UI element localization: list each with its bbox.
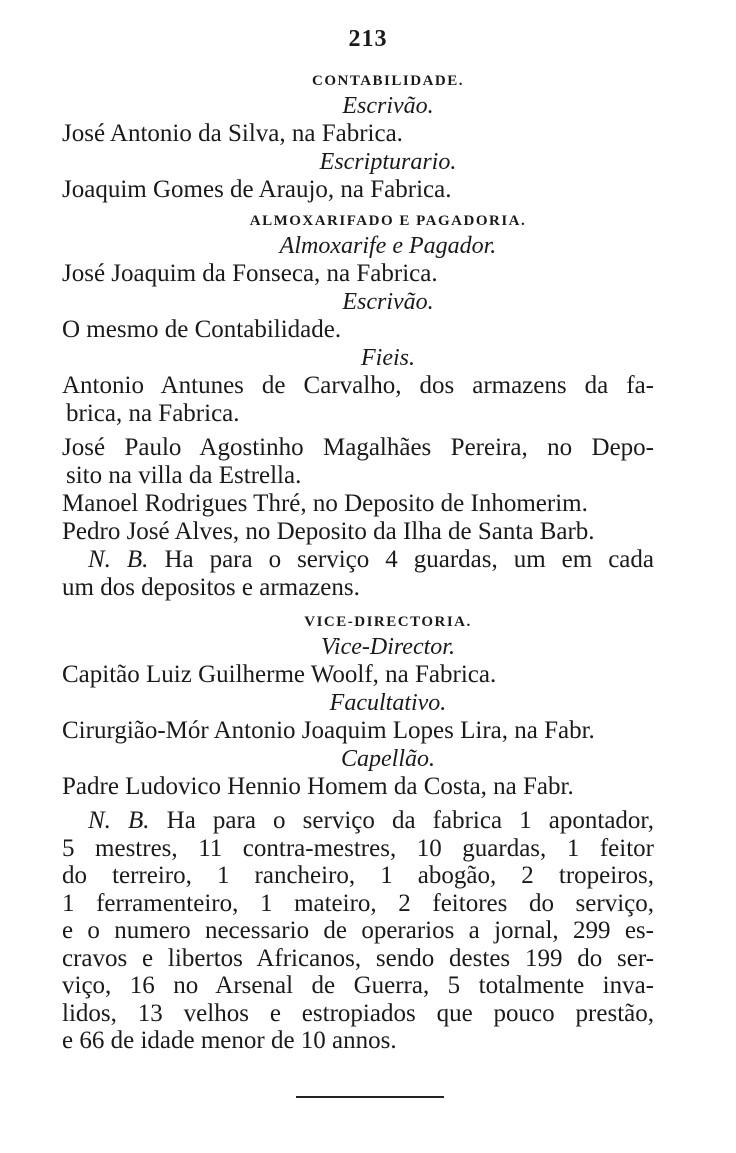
end-rule [296, 1096, 444, 1098]
note-line: 5 mestres, 11 contra-mestres, 10 guardas, 1 feitor [62, 834, 654, 862]
note-lead: N. B. [88, 546, 149, 573]
note-line: viço, 16 no Arsenal de Guerra, 5 totalmente inva- [62, 972, 654, 999]
entry-cirurgiao-mor-antonio-joaquim: Cirurgião-Mór Antonio Joaquim Lopes Lira, na Fabr. [62, 717, 595, 744]
section-heading-vice-directoria: VICE-DIRECTORIA. [304, 614, 472, 630]
role-escrivao: Escrivão. [342, 93, 434, 119]
note-line [62, 807, 654, 835]
note-line [62, 546, 654, 574]
page-number: 213 [348, 26, 388, 52]
note-almoxarifado [62, 546, 654, 601]
entry-jose-paulo-agostinho [62, 434, 654, 490]
role-almoxarife-e-pagador: Almoxarife e Pagador. [279, 233, 497, 259]
entry-line: brica, na Fabrica. [66, 400, 240, 427]
entry-line: sito na villa da Estrella. [66, 462, 302, 489]
entry-jose-antonio-da-silva: José Antonio da Silva, na Fabrica. [62, 120, 403, 147]
entry-o-mesmo-de-contabilidade: O mesmo de Contabilidade. [62, 316, 342, 343]
note-line: e 66 de idade menor de 10 annos. [62, 1027, 397, 1054]
note-line: cravos e libertos Africanos, sendo destes 199 do ser- [62, 944, 654, 972]
role-escripturario: Escripturario. [319, 149, 457, 175]
note-line: do terreiro, 1 rancheiro, 1 abogão, 2 tropeiros, [62, 862, 654, 889]
note-text: Ha para o serviço 4 guardas, um em cada [164, 546, 654, 573]
entry-antonio-antunes-de-carvalho [62, 372, 654, 428]
entry-jose-joaquim-da-fonseca: José Joaquim da Fonseca, na Fabrica. [62, 260, 438, 287]
note-lead: N. B. [88, 807, 150, 834]
entry-line: José Paulo Agostinho Magalhães Pereira, no Depo- [62, 434, 654, 461]
entry-capitao-luiz-guilherme-woolf: Capitão Luiz Guilherme Woolf, na Fabrica. [62, 661, 497, 688]
entry-pedro-jose-alves: Pedro José Alves, no Deposito da Ilha de Santa Barb. [62, 518, 595, 545]
role-escrivao-almoxarifado: Escrivão. [342, 289, 434, 315]
entry-line: Antonio Antunes de Carvalho, dos armazens da fa- [62, 372, 654, 399]
section-heading-contabilidade: CONTABILIDADE. [312, 73, 464, 89]
entry-manoel-rodrigues-thre: Manoel Rodrigues Thré, no Deposito de Inhomerim. [62, 490, 588, 517]
role-facultativo: Facultativo. [329, 690, 447, 716]
page-content [62, 70, 654, 1055]
role-capellao: Capellão. [341, 746, 435, 772]
entry-padre-ludovico-hennio: Padre Ludovico Hennio Homem da Costa, na Fabr. [62, 773, 574, 800]
note-line: e o numero necessario de operarios a jornal, 299 es- [62, 917, 654, 944]
note-line: um dos depositos e armazens. [62, 573, 360, 601]
section-heading-almoxarifado: ALMOXARIFADO E PAGADORIA. [249, 213, 527, 229]
note-text: Ha para o serviço da fabrica 1 apontador, [166, 807, 654, 834]
entry-joaquim-gomes-de-araujo: Joaquim Gomes de Araujo, na Fabrica. [62, 176, 452, 203]
note-vice-directoria [62, 807, 654, 1055]
note-line: 1 ferramenteiro, 1 mateiro, 2 feitores do serviço, [62, 889, 654, 917]
role-vice-director: Vice-Director. [321, 634, 455, 660]
note-line: lidos, 13 velhos e estropiados que pouco prestão, [62, 999, 654, 1027]
role-fieis: Fieis. [361, 345, 415, 371]
